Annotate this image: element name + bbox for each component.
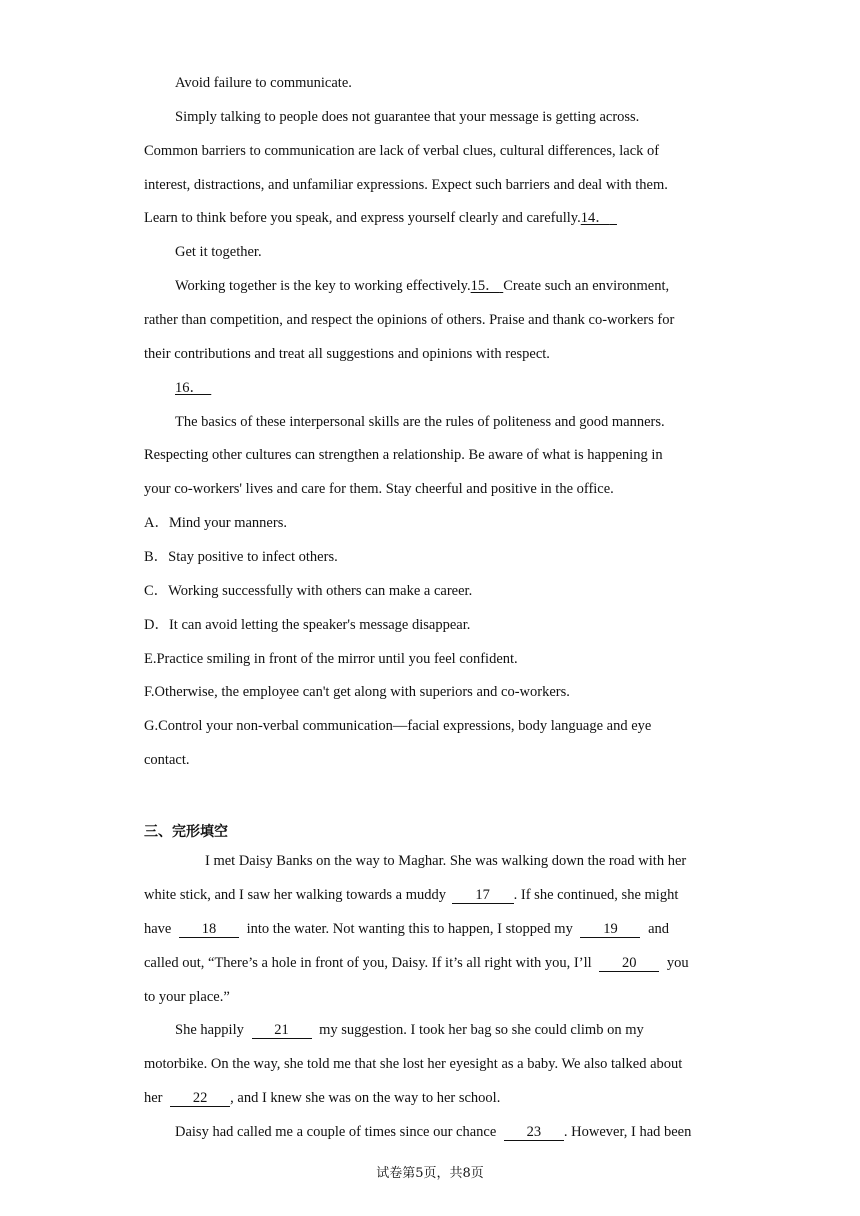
question-16-blank[interactable]: 16． [175,380,204,396]
text-line [144,1088,500,1108]
text-segment: Daisy had called me a couple of times since our chance [175,1124,497,1140]
gap-21[interactable]: 21 [252,1022,312,1039]
text-line [175,276,669,296]
text-segment: you [666,955,689,971]
gap-18[interactable]: 18 [179,921,239,938]
blank-fill [610,210,617,226]
text-line: your co-workers' lives and care for them. Stay cheerful and positive in the office. [144,481,614,497]
question-16-line [175,378,211,398]
option-d: D．It can avoid letting the speaker's message disappear. [144,617,471,633]
gap-23[interactable]: 23 [504,1124,564,1141]
text-segment: and [648,921,670,937]
option-f: F.Otherwise, the employee can't get along with superiors and co-workers. [144,684,570,700]
text-line: to your place.” [144,989,230,1005]
text-segment: Create such an environment, [503,278,670,294]
text-line [144,953,689,973]
text-line: Common barriers to communication are lack of verbal clues, cultural differences, lack of [144,143,660,159]
text-segment: Learn to think before you speak, and express yourself clearly and carefully. [144,210,581,226]
option-b: B．Stay positive to infect others. [144,549,338,565]
text-line: I met Daisy Banks on the way to Maghar. She was walking down the road with her [205,853,687,869]
text-segment: . However, I had been [563,1124,692,1140]
text-segment: She happily [175,1022,244,1038]
option-g-continued: contact. [144,752,190,768]
text-segment: white stick, and I saw her walking towards a muddy [144,887,447,903]
paragraph-title: Avoid failure to communicate. [175,75,352,91]
option-g: G.Control your non-verbal communication—facial expressions, body language and eye [144,718,652,734]
text-line [175,1122,691,1142]
text-line [144,208,617,228]
text-segment: called out, “There’s a hole in front of you, Daisy. If it’s all right with you, I’ll [144,955,592,971]
gap-22[interactable]: 22 [170,1090,230,1107]
page-footer: 试卷第5页，共8页 [376,1166,484,1181]
gap-20[interactable]: 20 [599,955,659,972]
text-line: motorbike. On the way, she told me that she lost her eyesight as a baby. We also talked about [144,1056,683,1072]
option-a: A．Mind your manners. [144,515,287,531]
question-14-blank[interactable]: 14． [580,210,610,226]
text-line: Respecting other cultures can strengthen a relationship. Be aware of what is happening in [144,447,663,463]
text-line [144,885,678,905]
section-heading: 三、完形填空 [144,824,228,840]
text-line: Simply talking to people does not guarantee that your message is getting across. [175,109,640,125]
text-segment: . If she continued, she might [513,887,679,903]
text-line [144,919,669,939]
text-segment: Working together is the key to working effectively. [175,278,471,294]
paragraph-title: Get it together. [175,244,262,260]
gap-17[interactable]: 17 [452,887,514,904]
text-line: The basics of these interpersonal skills are the rules of politeness and good manners. [175,414,665,430]
text-segment: , and I knew she was on the way to her school. [230,1090,501,1106]
text-line: their contributions and treat all suggestions and opinions with respect. [144,346,550,362]
text-segment: into the water. Not wanting this to happen, I stopped my [246,921,573,937]
option-c: C．Working successfully with others can make a career. [144,583,473,599]
blank-fill [204,380,211,396]
question-15-blank[interactable]: 15． [470,278,500,294]
text-line [175,1020,644,1040]
text-segment: my suggestion. I took her bag so she could climb on my [319,1022,644,1038]
option-e: E.Practice smiling in front of the mirror until you feel confident. [144,651,518,667]
gap-19[interactable]: 19 [580,921,640,938]
text-segment: have [144,921,172,937]
text-line: rather than competition, and respect the opinions of others. Praise and thank co-workers for [144,312,675,328]
text-line: interest, distractions, and unfamiliar expressions. Expect such barriers and deal with them. [144,177,668,193]
text-segment: her [144,1090,163,1106]
